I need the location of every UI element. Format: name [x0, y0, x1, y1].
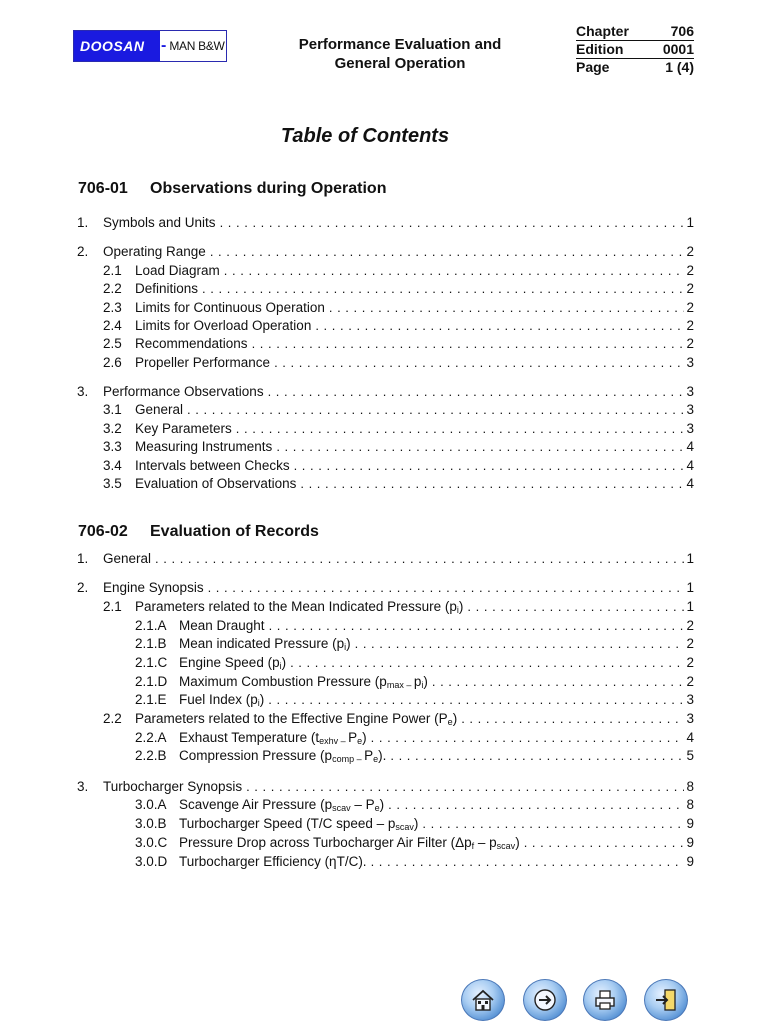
dot-leader [268, 691, 684, 709]
section-title: Evaluation of Records [150, 523, 319, 540]
dot-leader [467, 598, 684, 616]
toc-entry[interactable] [103, 335, 694, 353]
toc-entry-text: Propeller Performance [135, 355, 271, 370]
toc-entry-text: General [103, 551, 152, 566]
dot-leader [371, 729, 685, 747]
toc-entry-text: Parameters related to the Mean Indicated Pressure (p [135, 599, 457, 614]
toc-entry-text: Parameters related to the Effective Engine Power (P [135, 711, 448, 726]
toc-entry[interactable] [135, 853, 694, 871]
toc-entry-number: 3.0.A [135, 797, 167, 812]
toc-entry-page: 1 [686, 580, 694, 595]
toc-entry-text: ) [379, 797, 385, 812]
toc-entry-number: 3.5 [103, 476, 122, 491]
toc-entry-text: Mean Draught [179, 618, 265, 633]
subscript: e [357, 736, 363, 746]
toc-entry-page: 2 [686, 263, 694, 278]
toc-entry-page: 9 [686, 835, 694, 850]
toc-entry[interactable] [103, 262, 694, 280]
meta-value: 706 [670, 23, 694, 39]
toc-entry[interactable] [103, 710, 694, 728]
subscript: e [374, 803, 380, 813]
toc-entry-text: Evaluation of Observations [135, 476, 297, 491]
toc-entry-text: Engine Synopsis [103, 580, 204, 595]
document-meta [576, 23, 694, 76]
toc-entry-text: Scavenge Air Pressure (p [179, 797, 333, 812]
toc-entry-number: 3. [77, 384, 89, 399]
toc-entry-title [103, 214, 216, 232]
toc-entry-text: ) [259, 692, 265, 707]
toc-entry-number: 3.4 [103, 458, 122, 473]
toc-entry-title [103, 383, 264, 401]
toc-entry[interactable] [103, 280, 694, 298]
toc-entry-title [179, 654, 286, 675]
toc-entry-page: 4 [686, 458, 694, 473]
subscript: exhv – [319, 736, 349, 746]
toc-entry-title [179, 815, 418, 836]
meta-label: Page [576, 59, 610, 75]
toc-entry-page: 9 [686, 816, 694, 831]
toc-entry-page: 4 [686, 730, 694, 745]
dot-leader [276, 438, 684, 456]
meta-value: 1 (4) [665, 59, 694, 75]
toc-entry[interactable] [135, 617, 694, 635]
toc-entry[interactable] [77, 778, 694, 796]
toc-entry-text: ) [413, 816, 419, 831]
toc-entry-text: ) [458, 599, 464, 614]
toc-entry-text: Recommendations [135, 336, 248, 351]
dot-leader [422, 815, 684, 833]
toc-entry-text: Intervals between Checks [135, 458, 290, 473]
dot-leader [252, 335, 685, 353]
meta-value: 0001 [662, 41, 694, 57]
toc-entry-number: 2. [77, 580, 89, 595]
toc-entry-number: 2.4 [103, 318, 122, 333]
toc-entry[interactable] [135, 691, 694, 709]
toc-entry-number: 2.1.C [135, 655, 168, 670]
toc-entry[interactable] [103, 457, 694, 475]
toc-entry-title [135, 598, 463, 619]
toc-entry-text: Definitions [135, 281, 199, 296]
toc-entry-number: 2.2 [103, 711, 122, 726]
dot-leader [329, 299, 685, 317]
toc-entry-number: 2.2 [103, 281, 122, 296]
toc-entry-page: 2 [686, 336, 694, 351]
exit-door-icon [652, 986, 680, 1014]
dot-leader [269, 617, 685, 635]
toc-entry-number: 2.1.D [135, 674, 168, 689]
toc-entry-text: ) [515, 835, 520, 850]
home-icon [469, 986, 497, 1014]
subscript: i [421, 680, 424, 690]
toc-entry-page: 9 [686, 854, 694, 869]
toc-entry-page: 2 [686, 244, 694, 259]
toc-entry-title [135, 299, 325, 317]
toc-entry-title [179, 834, 520, 855]
toc-entry-page: 2 [686, 618, 694, 633]
toc-entry-title [179, 617, 265, 635]
toc-entry-number: 2.5 [103, 336, 122, 351]
toc-entry[interactable] [103, 598, 694, 616]
section-number: 706-01 [78, 180, 128, 197]
toc-entry-number: 2.1.E [135, 692, 167, 707]
toc-entry-title [103, 243, 206, 261]
toc-entry-text: ) [346, 636, 351, 651]
dot-leader [224, 262, 685, 280]
subscript: i [344, 642, 347, 652]
toc-entry-text: Fuel Index (p [179, 692, 258, 707]
dot-leader [294, 457, 685, 475]
toc-entry[interactable] [135, 796, 694, 814]
toc-entry-title [135, 710, 457, 731]
toc-entry-text: Limits for Continuous Operation [135, 300, 325, 315]
document-title [265, 35, 535, 73]
toc-entry-page: 4 [686, 439, 694, 454]
toc-entry-page: 2 [686, 281, 694, 296]
toc-entry-text: Measuring Instruments [135, 439, 273, 454]
home-button[interactable] [461, 979, 505, 1021]
toc-entry-text: Turbocharger Speed (T/C speed – p [179, 816, 396, 831]
title-line-1: Performance Evaluation and [298, 36, 502, 53]
toc-entry[interactable] [77, 550, 694, 568]
subscript: i [257, 698, 260, 708]
toc-entry[interactable] [77, 214, 694, 232]
toc-entry-page: 3 [686, 692, 694, 707]
toc-entry[interactable] [135, 729, 694, 747]
dot-leader [236, 420, 685, 438]
toc-entry-text: – P [350, 797, 375, 812]
toc-entry-number: 3.0.C [135, 835, 168, 850]
toc-entry-title [179, 853, 367, 871]
toc-entry-number: 3.0.B [135, 816, 167, 831]
toc-entry-text: Pressure Drop across Turbocharger Air Filter (Δp [179, 835, 472, 850]
toc-entry-page: 3 [686, 402, 694, 417]
toc-entry-page: 2 [686, 636, 694, 651]
subscript: e [447, 717, 453, 727]
toc-entry[interactable] [103, 475, 694, 493]
toc-entry[interactable] [103, 420, 694, 438]
toc-entry-title [179, 691, 264, 712]
dot-leader [290, 654, 684, 672]
toc-entry-number: 2.1.A [135, 618, 167, 633]
section-heading-706-01 [78, 180, 386, 198]
dot-leader [300, 475, 684, 493]
toc-entry-number: 2.2.B [135, 748, 167, 763]
toc-entry-text: ) [423, 674, 428, 689]
toc-entry-text: Operating Range [103, 244, 206, 259]
toc-entry-title [135, 354, 270, 372]
dot-leader [461, 710, 684, 728]
toc-entry-text: P [364, 748, 374, 763]
toc-entry-text: Performance Observations [103, 384, 264, 399]
toc-entry-page: 1 [686, 599, 694, 614]
toc-entry-text: ) [452, 711, 458, 726]
toc-entry-title [135, 335, 248, 353]
toc-entry-page: 8 [686, 779, 694, 794]
toc-entry-page: 8 [686, 797, 694, 812]
toc-entry-page: 3 [686, 384, 694, 399]
toc-entry-title [135, 317, 311, 335]
subscript: max – [386, 680, 414, 690]
toc-entry-number: 3. [77, 779, 89, 794]
toc-entry-text: Exhaust Temperature (t [179, 730, 320, 745]
dot-leader [355, 635, 685, 653]
toc-entry-number: 2.1.B [135, 636, 167, 651]
toc-entry-text: – p [474, 835, 497, 850]
dot-leader [210, 243, 685, 261]
toc-entry-text: Limits for Overload Operation [135, 318, 312, 333]
toc-entry-number: 2.1 [103, 599, 122, 614]
meta-page [576, 59, 694, 76]
toc-entry-text: ) [362, 730, 367, 745]
toc-entry-text: Load Diagram [135, 263, 220, 278]
dot-leader [202, 280, 684, 298]
toc-entry-page: 3 [686, 355, 694, 370]
toc-entry[interactable] [135, 834, 694, 852]
meta-label: Chapter [576, 23, 629, 39]
toc-entry-page: 5 [686, 748, 694, 763]
toc-entry-text: Maximum Combustion Pressure (p [179, 674, 387, 689]
dot-leader [220, 214, 685, 232]
toc-entry-title [135, 401, 183, 419]
toc-entry-page: 3 [686, 711, 694, 726]
logo [73, 30, 227, 62]
dot-leader [187, 401, 684, 419]
dot-leader [208, 579, 685, 597]
toc-entry-text: Engine Speed (p [179, 655, 280, 670]
forward-arrow-icon [531, 986, 559, 1014]
toc-entry-text: p [413, 674, 422, 689]
toc-entry-title [103, 778, 242, 796]
logo-brand: DOOSAN [74, 31, 160, 61]
toc-entry-number: 2.1 [103, 263, 122, 278]
toc-entry-title [135, 280, 198, 298]
toc-entry-text: Key Parameters [135, 421, 232, 436]
toc-entry-page: 1 [686, 215, 694, 230]
dot-leader [432, 673, 685, 691]
toc-entry-text: Symbols and Units [103, 215, 216, 230]
toc-title: Table of Contents [280, 125, 450, 147]
toc-entry[interactable] [77, 243, 694, 261]
subscript: comp – [332, 754, 365, 764]
title-line-2: General Operation [334, 55, 466, 72]
toc-entry-title [135, 457, 290, 475]
toc-entry-title [135, 420, 232, 438]
toc-entry-text: P [348, 730, 358, 745]
logo-partner: MAN B&W [169, 39, 225, 53]
section-title: Observations during Operation [150, 180, 387, 197]
exit-button[interactable] [644, 979, 688, 1021]
toc-entry-title [135, 262, 220, 280]
toc-entry[interactable] [103, 317, 694, 335]
toc-entry-title [179, 635, 351, 656]
toc-entry[interactable] [135, 635, 694, 653]
toc-entry[interactable] [135, 673, 694, 691]
subscript: e [373, 754, 379, 764]
dot-leader [246, 778, 684, 796]
toc-entry[interactable] [103, 299, 694, 317]
section-number: 706-02 [78, 523, 128, 540]
toc-entry-number: 1. [77, 215, 89, 230]
toc-entry-page: 2 [686, 674, 694, 689]
toc-entry-title [135, 475, 296, 493]
subscript: scav [332, 803, 351, 813]
toc-entry-page: 3 [686, 421, 694, 436]
subscript: i [456, 605, 459, 615]
toc-entry[interactable] [135, 815, 694, 833]
toc-entry-text: ). [378, 748, 387, 763]
dot-leader [274, 354, 684, 372]
toc-entry-number: 2. [77, 244, 89, 259]
toc-entry-text: General [135, 402, 184, 417]
dot-leader [390, 747, 684, 765]
toc-entry[interactable] [135, 747, 694, 765]
toc-entry-number: 3.1 [103, 402, 122, 417]
toc-entry-number: 2.3 [103, 300, 122, 315]
toc-entry-page: 2 [686, 300, 694, 315]
toc-entry-number: 1. [77, 551, 89, 566]
forward-button[interactable] [523, 979, 567, 1021]
dot-leader [524, 834, 685, 852]
toc-entry-number: 3.2 [103, 421, 122, 436]
dot-leader [155, 550, 684, 568]
toc-entry-page: 2 [686, 655, 694, 670]
toc-entry-number: 3.3 [103, 439, 122, 454]
print-icon [591, 986, 619, 1014]
toc-entry-text: Turbocharger Efficiency (ηT/C). [179, 854, 367, 869]
section-heading-706-02 [78, 523, 319, 541]
toc-entry-title [179, 747, 386, 768]
toc-entry-number: 2.6 [103, 355, 122, 370]
toc-entry-text: Compression Pressure (p [179, 748, 333, 763]
dot-leader [388, 796, 684, 814]
print-button[interactable] [583, 979, 627, 1021]
toc-entry-text: ) [281, 655, 287, 670]
toc-entry-title [179, 796, 384, 817]
toc-entry[interactable] [103, 401, 694, 419]
toc-entry[interactable] [103, 354, 694, 372]
toc-entry-number: 2.2.A [135, 730, 167, 745]
meta-label: Edition [576, 41, 624, 57]
meta-edition [576, 41, 694, 59]
toc-entry[interactable] [103, 438, 694, 456]
toc-entry-page: 2 [686, 318, 694, 333]
logo-dash: - [161, 37, 167, 54]
toc-entry-text: Turbocharger Synopsis [103, 779, 243, 794]
toc-entry-title [103, 579, 204, 597]
dot-leader [371, 853, 685, 871]
subscript: scav [395, 822, 414, 832]
subscript: i [279, 661, 282, 671]
toc-entry-number: 3.0.D [135, 854, 168, 869]
toc-entry-page: 1 [686, 551, 694, 566]
toc-entry[interactable] [135, 654, 694, 672]
dot-leader [268, 383, 685, 401]
toc-entry[interactable] [77, 383, 694, 401]
toc-entry-text: Mean indicated Pressure (p [179, 636, 345, 651]
toc-entry-page: 4 [686, 476, 694, 491]
dot-leader [315, 317, 684, 335]
toc-entry[interactable] [77, 579, 694, 597]
meta-chapter [576, 23, 694, 41]
subscript: f [471, 841, 475, 851]
toc-entry-title [103, 550, 151, 568]
subscript: scav [496, 841, 516, 851]
toc-entry-title [135, 438, 272, 456]
